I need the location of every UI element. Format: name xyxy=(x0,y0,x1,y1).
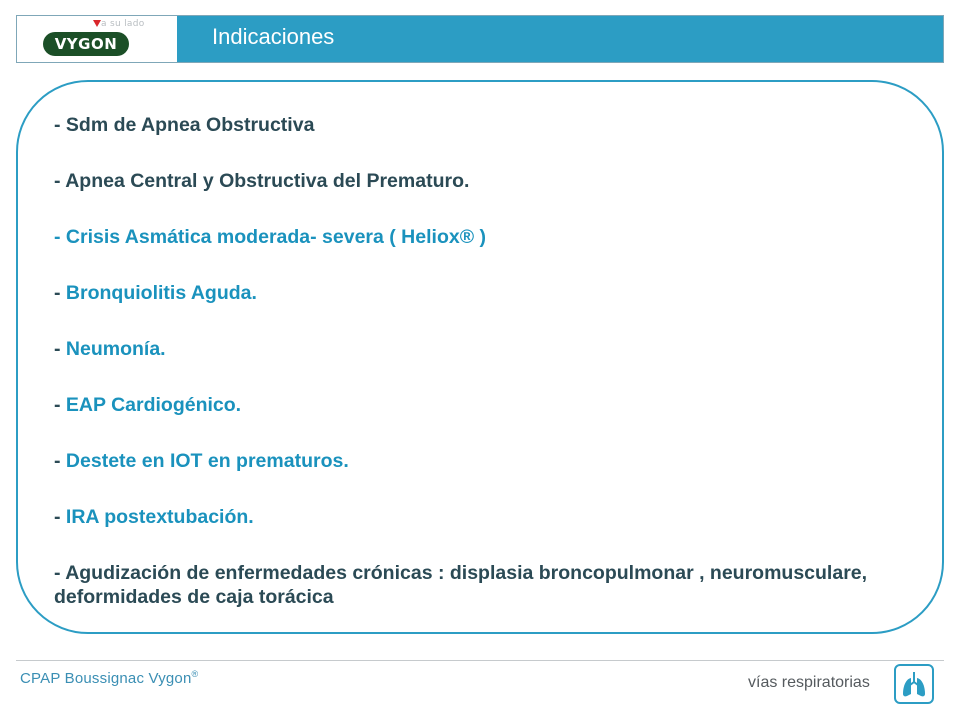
list-item xyxy=(54,449,874,473)
list-item-text: EAP Cardiogénico. xyxy=(65,394,242,416)
footer-product-mark: ® xyxy=(191,669,199,679)
list-item-dash: - xyxy=(54,338,66,360)
list-item xyxy=(54,281,874,305)
logo-tagline: a su lado xyxy=(101,19,145,29)
list-item xyxy=(54,561,874,609)
list-item xyxy=(54,505,874,529)
list-item xyxy=(54,113,874,137)
list-item xyxy=(54,337,874,361)
list-item-dash: - xyxy=(54,450,66,472)
list-item xyxy=(54,393,874,417)
list-item-text: - Crisis Asmática moderada- severa ( Heliox® ) xyxy=(54,226,486,248)
list-item xyxy=(54,225,874,249)
vygon-logo xyxy=(17,16,178,62)
list-item-text: IRA postextubación. xyxy=(65,506,254,528)
list-item-dash: - xyxy=(54,394,66,416)
list-item-text: Destete en IOT en prematuros. xyxy=(65,450,349,472)
logo-brand: VYGON xyxy=(54,35,118,53)
lungs-icon xyxy=(894,664,934,704)
list-item-text: Neumonía. xyxy=(65,338,166,360)
list-item-text: Bronquiolitis Aguda. xyxy=(65,282,257,304)
list-item-text: - Agudización de enfermedades crónicas : displasia broncopulmonar , neuromusculare, deformidades de caja torácica xyxy=(54,562,868,608)
logo-pill xyxy=(43,32,129,56)
footer-section-label: vías respiratorias xyxy=(748,674,870,691)
footer-product-name: CPAP Boussignac Vygon xyxy=(20,670,192,687)
indications-list xyxy=(54,113,874,641)
header-bar xyxy=(16,15,944,63)
logo-red-tick xyxy=(93,20,101,27)
list-item-dash: - xyxy=(54,282,66,304)
list-item-dash: - xyxy=(54,506,66,528)
footer-product xyxy=(20,669,198,687)
footer-divider xyxy=(16,660,944,661)
list-item xyxy=(54,169,874,193)
list-item-dash: - xyxy=(54,170,66,192)
page-title: Indicaciones xyxy=(212,24,335,49)
list-item-text: Apnea Central y Obstructiva del Prematuro. xyxy=(65,170,470,192)
list-item-text: - Sdm de Apnea Obstructiva xyxy=(54,114,315,136)
title-bar xyxy=(177,16,943,62)
